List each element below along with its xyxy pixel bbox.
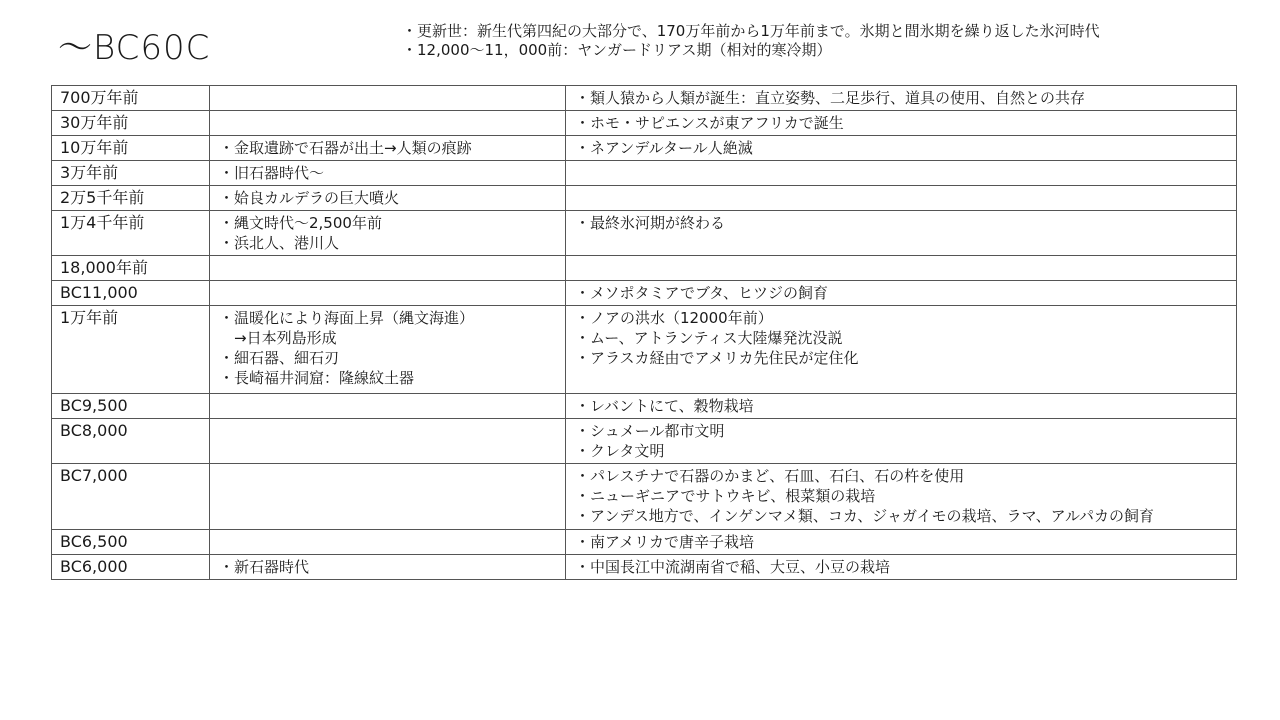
- era-cell: BC9,500: [52, 394, 210, 419]
- world-event: ・ホモ・サピエンスが東アフリカで誕生: [575, 114, 844, 132]
- era-cell: BC6,000: [52, 555, 210, 580]
- japan-event: ・旧石器時代～: [219, 164, 325, 182]
- japan-events-cell: [210, 530, 566, 555]
- timeline-body: [52, 86, 1237, 580]
- japan-event: ・温暖化により海面上昇（縄文海進）: [219, 309, 475, 327]
- era-cell: 1万4千年前: [52, 211, 210, 256]
- table-row: [52, 419, 1237, 464]
- slide-title: ～BC60C: [58, 28, 211, 68]
- world-events-cell: [566, 464, 1237, 530]
- era-cell: BC11,000: [52, 281, 210, 306]
- era-cell: 30万年前: [52, 111, 210, 136]
- world-event: ・パレスチナで石器のかまど、石皿、石臼、石の杵を使用: [575, 467, 965, 485]
- world-event: ・類人猿から人類が誕生：直立姿勢、二足歩行、道具の使用、自然との共存: [575, 89, 1086, 107]
- table-row: [52, 281, 1237, 306]
- world-events-cell: [566, 111, 1237, 136]
- table-row: [52, 186, 1237, 211]
- japan-events-cell: [210, 161, 566, 186]
- world-events-cell: [566, 555, 1237, 580]
- world-events-cell: [566, 186, 1237, 211]
- world-events-cell: [566, 281, 1237, 306]
- era-cell: 18,000年前: [52, 256, 210, 281]
- era-cell: 700万年前: [52, 86, 210, 111]
- world-event: ・ニューギニアでサトウキビ、根菜類の栽培: [575, 487, 876, 505]
- world-event: ・アラスカ経由でアメリカ先住民が定住化: [575, 349, 859, 367]
- table-row: [52, 256, 1237, 281]
- era-cell: BC8,000: [52, 419, 210, 464]
- era-cell: 1万年前: [52, 306, 210, 394]
- table-row: [52, 306, 1237, 394]
- japan-events-cell: [210, 111, 566, 136]
- world-events-cell: [566, 256, 1237, 281]
- world-events-cell: [566, 211, 1237, 256]
- world-events-cell: [566, 136, 1237, 161]
- japan-events-cell: [210, 136, 566, 161]
- table-row: [52, 111, 1237, 136]
- table-row: [52, 136, 1237, 161]
- world-events-cell: [566, 86, 1237, 111]
- world-event: ・クレタ文明: [575, 442, 665, 460]
- japan-events-cell: [210, 186, 566, 211]
- world-event: ・レバントにて、穀物栽培: [575, 397, 754, 415]
- japan-event: →日本列島形成: [219, 329, 337, 347]
- japan-events-cell: [210, 86, 566, 111]
- world-event: ・ノアの洪水（12000年前）: [575, 309, 773, 327]
- table-row: [52, 161, 1237, 186]
- note-line: ・更新世：新生代第四紀の大部分で、170万年前から1万年前まで。氷期と間氷期を繰り返した氷河時代: [402, 22, 1100, 40]
- table-row: [52, 394, 1237, 419]
- table-row: [52, 211, 1237, 256]
- japan-events-cell: [210, 394, 566, 419]
- japan-events-cell: [210, 256, 566, 281]
- world-events-cell: [566, 306, 1237, 394]
- header-notes: [402, 22, 1100, 60]
- table-row: [52, 530, 1237, 555]
- japan-event: ・浜北人、港川人: [219, 234, 340, 252]
- world-event: ・アンデス地方で、インゲンマメ類、コカ、ジャガイモの栽培、ラマ、アルパカの飼育: [575, 507, 1155, 525]
- table-row: [52, 464, 1237, 530]
- japan-event: ・縄文時代～2,500年前: [219, 214, 382, 232]
- world-events-cell: [566, 161, 1237, 186]
- japan-event: ・細石器、細石刃: [219, 349, 340, 367]
- japan-event: ・新石器時代: [219, 558, 310, 576]
- world-event: ・メソポタミアでブタ、ヒツジの飼育: [575, 284, 829, 302]
- world-events-cell: [566, 394, 1237, 419]
- world-event: ・中国長江中流湖南省で稲、大豆、小豆の栽培: [575, 558, 891, 576]
- world-event: ・シュメール都市文明: [575, 422, 725, 440]
- timeline-table: [51, 85, 1237, 580]
- world-event: ・ムー、アトランティス大陸爆発沈没説: [575, 329, 843, 347]
- era-cell: 3万年前: [52, 161, 210, 186]
- era-cell: 2万5千年前: [52, 186, 210, 211]
- japan-events-cell: [210, 419, 566, 464]
- japan-events-cell: [210, 281, 566, 306]
- era-cell: BC7,000: [52, 464, 210, 530]
- japan-event: ・長崎福井洞窟：隆線紋土器: [219, 369, 415, 387]
- world-events-cell: [566, 419, 1237, 464]
- japan-events-cell: [210, 464, 566, 530]
- japan-event: ・姶良カルデラの巨大噴火: [219, 189, 400, 207]
- world-event: ・最終氷河期が終わる: [575, 214, 726, 232]
- era-cell: 10万年前: [52, 136, 210, 161]
- table-row: [52, 555, 1237, 580]
- note-line: ・12,000～11，000前：ヤンガードリアス期（相対的寒冷期）: [402, 41, 832, 59]
- japan-events-cell: [210, 211, 566, 256]
- world-events-cell: [566, 530, 1237, 555]
- world-event: ・ネアンデルタール人絶滅: [575, 139, 753, 157]
- japan-events-cell: [210, 306, 566, 394]
- japan-events-cell: [210, 555, 566, 580]
- era-cell: BC6,500: [52, 530, 210, 555]
- table-row: [52, 86, 1237, 111]
- world-event: ・南アメリカで唐辛子栽培: [575, 533, 754, 551]
- japan-event: ・金取遺跡で石器が出土→人類の痕跡: [219, 139, 472, 157]
